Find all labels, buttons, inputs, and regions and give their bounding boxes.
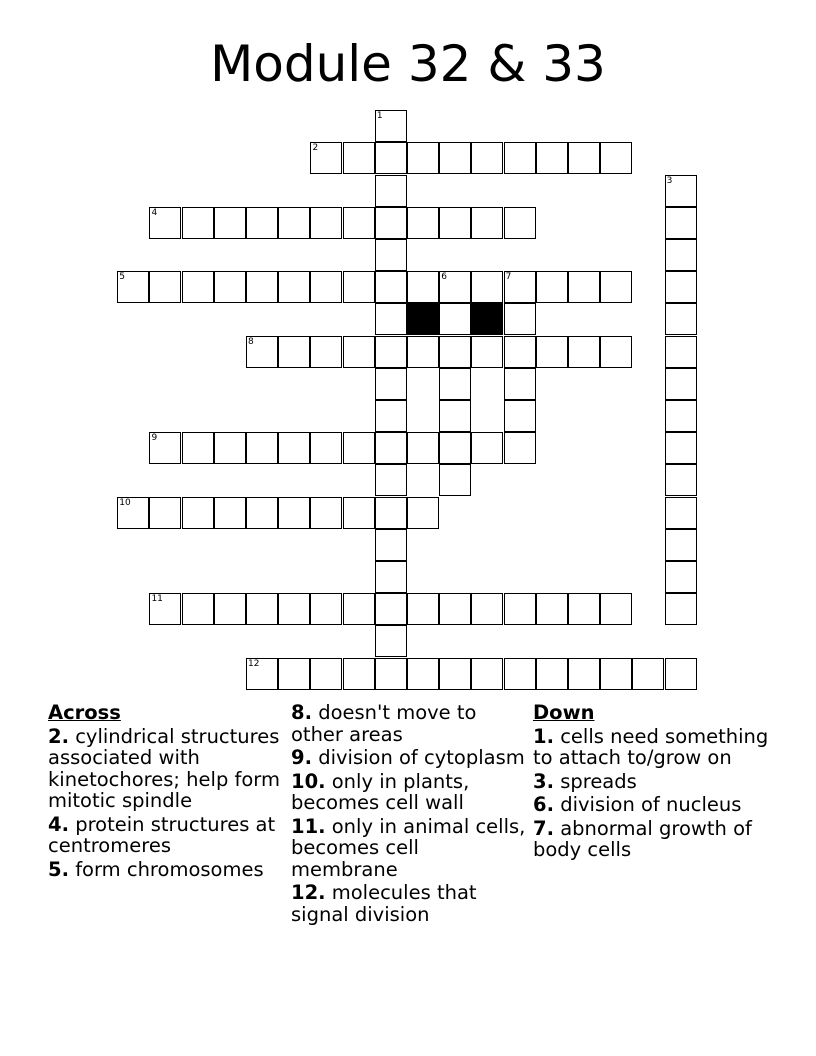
grid-cell[interactable] <box>343 207 375 239</box>
grid-cell[interactable] <box>504 368 536 400</box>
cell-number: 4 <box>151 207 158 218</box>
grid-cell[interactable] <box>246 271 278 303</box>
grid-cell[interactable] <box>278 207 310 239</box>
grid-cell[interactable] <box>278 432 310 464</box>
grid-cell[interactable] <box>343 271 375 303</box>
grid-cell[interactable] <box>278 271 310 303</box>
grid-cell[interactable] <box>182 207 214 239</box>
grid-cell[interactable] <box>246 336 278 368</box>
grid-cell[interactable] <box>375 561 407 593</box>
grid-cell[interactable] <box>310 271 342 303</box>
grid-cell[interactable] <box>246 497 278 529</box>
grid-cell[interactable] <box>246 432 278 464</box>
across-heading: Across <box>48 701 121 724</box>
cell-number: 6 <box>441 272 447 283</box>
grid-cell[interactable] <box>439 207 471 239</box>
grid-cell[interactable] <box>343 142 375 174</box>
grid-cell[interactable] <box>407 271 439 303</box>
grid-cell[interactable] <box>407 336 439 368</box>
cell-number: 9 <box>151 433 158 444</box>
cell-number: 7 <box>505 272 512 283</box>
grid-cell[interactable] <box>117 497 149 529</box>
grid-cell[interactable] <box>439 336 471 368</box>
grid-cell[interactable] <box>246 207 278 239</box>
grid-cell[interactable] <box>471 593 503 625</box>
down-clue-6: 6. division of nucleus <box>533 793 742 816</box>
grid-cell[interactable] <box>600 142 632 174</box>
grid-cell[interactable] <box>665 400 697 432</box>
grid-cell[interactable] <box>375 110 407 142</box>
grid-cell[interactable] <box>536 142 568 174</box>
grid-cell[interactable] <box>504 207 536 239</box>
grid-cell[interactable] <box>504 303 536 335</box>
grid-cell[interactable] <box>439 271 471 303</box>
grid-cell[interactable] <box>149 271 181 303</box>
grid-cell[interactable] <box>310 593 342 625</box>
grid-cell[interactable] <box>343 593 375 625</box>
grid-cell[interactable] <box>665 303 697 335</box>
grid-cell[interactable] <box>375 658 407 690</box>
grid-cell[interactable] <box>214 207 246 239</box>
down-clues-column <box>533 702 773 863</box>
grid-cell[interactable] <box>407 432 439 464</box>
grid-cell[interactable] <box>665 497 697 529</box>
across-clue-9: 9. division of cytoplasm <box>291 746 525 769</box>
grid-cell[interactable] <box>600 658 632 690</box>
grid-cell[interactable] <box>375 271 407 303</box>
grid-cell[interactable] <box>665 175 697 207</box>
grid-cell[interactable] <box>439 142 471 174</box>
cell-number: 5 <box>119 272 125 283</box>
grid-cell[interactable] <box>536 271 568 303</box>
grid-cell[interactable] <box>536 593 568 625</box>
across-clue-4: 4. protein structures at centromeres <box>48 812 276 857</box>
grid-cell[interactable] <box>375 497 407 529</box>
cell-number: 12 <box>248 658 260 669</box>
grid-cell[interactable] <box>568 658 600 690</box>
grid-cell[interactable] <box>471 271 503 303</box>
grid-cell[interactable] <box>310 336 342 368</box>
grid-cell[interactable] <box>439 593 471 625</box>
grid-cell[interactable] <box>310 207 342 239</box>
grid-cell[interactable] <box>214 432 246 464</box>
grid-cell[interactable] <box>600 271 632 303</box>
grid-cell[interactable] <box>278 497 310 529</box>
grid-cell[interactable] <box>568 593 600 625</box>
grid-cell[interactable] <box>375 432 407 464</box>
grid-cell[interactable] <box>665 336 697 368</box>
grid-cell[interactable] <box>665 593 697 625</box>
grid-cell[interactable] <box>182 271 214 303</box>
grid-cell[interactable] <box>600 593 632 625</box>
across-clue-10: 10. only in plants, becomes cell wall <box>291 769 470 814</box>
grid-cell[interactable] <box>568 336 600 368</box>
grid-cell[interactable] <box>471 432 503 464</box>
grid-cell[interactable] <box>407 142 439 174</box>
down-clue-1: 1. cells need something to attach to/grow on <box>533 724 769 769</box>
grid-cell[interactable] <box>665 368 697 400</box>
grid-cell[interactable] <box>665 561 697 593</box>
down-clue-7: 7. abnormal growth of body cells <box>533 816 752 861</box>
grid-cell[interactable] <box>343 432 375 464</box>
grid-cell[interactable] <box>471 336 503 368</box>
grid-cell[interactable] <box>665 658 697 690</box>
grid-cell[interactable] <box>214 497 246 529</box>
grid-cell[interactable] <box>536 336 568 368</box>
grid-cell[interactable] <box>407 593 439 625</box>
grid-cell[interactable] <box>439 464 471 496</box>
grid-cell[interactable] <box>632 658 664 690</box>
grid-cell[interactable] <box>665 464 697 496</box>
grid-cell[interactable] <box>343 497 375 529</box>
cell-number: 10 <box>119 497 131 508</box>
grid-cell[interactable] <box>149 497 181 529</box>
across-clue-12: 12. molecules that signal division <box>291 881 477 926</box>
down-heading: Down <box>533 701 595 724</box>
grid-cell[interactable] <box>375 625 407 657</box>
grid-cell[interactable] <box>471 142 503 174</box>
grid-cell[interactable] <box>310 658 342 690</box>
grid-cell[interactable] <box>375 175 407 207</box>
grid-cell[interactable] <box>568 142 600 174</box>
grid-cell[interactable] <box>375 336 407 368</box>
grid-cell[interactable] <box>568 271 600 303</box>
across-clue-5: 5. form chromosomes <box>48 857 264 881</box>
cell-number: 8 <box>248 336 254 347</box>
grid-cell[interactable] <box>504 336 536 368</box>
grid-cell[interactable] <box>439 400 471 432</box>
grid-cell[interactable] <box>504 142 536 174</box>
grid-cell[interactable] <box>343 336 375 368</box>
grid-cell[interactable] <box>310 432 342 464</box>
grid-cell[interactable] <box>471 207 503 239</box>
cell-number: 11 <box>151 594 163 605</box>
grid-cell[interactable] <box>375 303 407 335</box>
grid-cell[interactable] <box>665 207 697 239</box>
grid-cell[interactable] <box>182 497 214 529</box>
grid-cell[interactable] <box>439 432 471 464</box>
grid-cell[interactable] <box>310 497 342 529</box>
grid-cell[interactable] <box>439 658 471 690</box>
grid-cell[interactable] <box>665 529 697 561</box>
grid-cell[interactable] <box>504 593 536 625</box>
grid-cell[interactable] <box>504 658 536 690</box>
grid-cell[interactable] <box>149 432 181 464</box>
grid-cell[interactable] <box>149 593 181 625</box>
page-title: Module 32 & 33 <box>210 35 606 93</box>
grid-cell[interactable] <box>504 432 536 464</box>
across-clues-column-2 <box>291 702 531 927</box>
grid-cell[interactable] <box>214 593 246 625</box>
grid-cell[interactable] <box>182 432 214 464</box>
grid-cell[interactable] <box>343 658 375 690</box>
across-clue-8: 8. doesn't move to other areas <box>291 701 477 746</box>
grid-cell[interactable] <box>407 658 439 690</box>
grid-cell[interactable] <box>375 529 407 561</box>
grid-cell[interactable] <box>504 400 536 432</box>
grid-cell[interactable] <box>182 593 214 625</box>
across-clues-column-1 <box>48 702 288 882</box>
grid-cell[interactable] <box>278 336 310 368</box>
grid-cell[interactable] <box>375 464 407 496</box>
grid-cell[interactable] <box>117 271 149 303</box>
grid-cell[interactable] <box>375 207 407 239</box>
grid-cell[interactable] <box>149 207 181 239</box>
grid-cell[interactable] <box>310 142 342 174</box>
cell-number: 3 <box>666 175 673 186</box>
grid-cell[interactable] <box>246 593 278 625</box>
grid-cell[interactable] <box>278 658 310 690</box>
grid-cell[interactable] <box>375 400 407 432</box>
grid-cell[interactable] <box>471 658 503 690</box>
grid-cell[interactable] <box>246 658 278 690</box>
grid-block <box>471 303 503 335</box>
grid-cell[interactable] <box>439 303 471 335</box>
grid-cell[interactable] <box>375 142 407 174</box>
grid-cell[interactable] <box>214 271 246 303</box>
grid-cell[interactable] <box>375 239 407 271</box>
grid-cell[interactable] <box>439 368 471 400</box>
across-clue-2: 2. cylindrical structures associated with kinetochores; help form mitotic spindle <box>48 724 280 812</box>
grid-cell[interactable] <box>407 207 439 239</box>
grid-cell[interactable] <box>407 497 439 529</box>
grid-cell[interactable] <box>504 271 536 303</box>
grid-cell[interactable] <box>375 368 407 400</box>
across-clue-11: 11. only in animal cells, becomes cell membrane <box>291 814 526 881</box>
grid-cell[interactable] <box>536 658 568 690</box>
grid-cell[interactable] <box>665 271 697 303</box>
grid-block <box>407 303 439 335</box>
cell-number: 2 <box>312 143 319 154</box>
grid-cell[interactable] <box>665 432 697 464</box>
grid-cell[interactable] <box>665 239 697 271</box>
cell-number: 1 <box>376 111 383 122</box>
down-clue-3: 3. spreads <box>533 769 637 793</box>
grid-cell[interactable] <box>375 593 407 625</box>
grid-cell[interactable] <box>600 336 632 368</box>
grid-cell[interactable] <box>278 593 310 625</box>
